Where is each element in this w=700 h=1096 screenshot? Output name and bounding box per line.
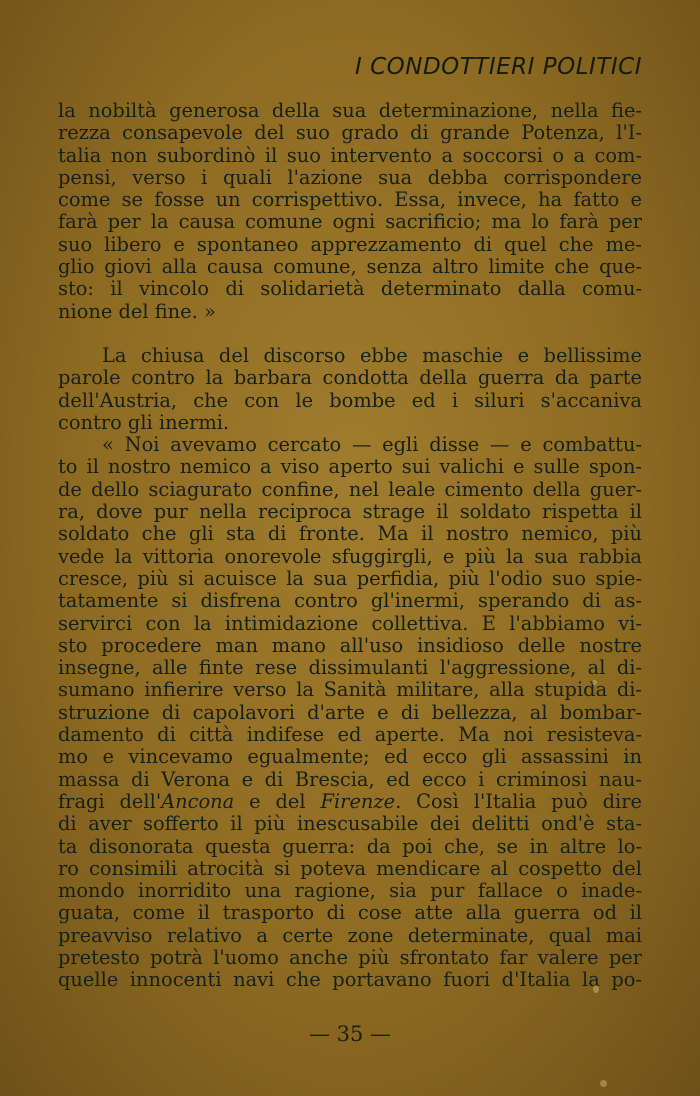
text-line: suo libero e spontaneo apprezzamento di quel che me- [58,232,642,256]
text-line: sumano infierire verso la Sanità militare, alla stupida di- [58,678,642,702]
text-line: de dello sciagurato confine, nel leale cimento della guer- [58,477,642,501]
text-line-ship-names [58,791,642,813]
text-line: mo e vincevamo egualmente; ed ecco gli assassini in [58,745,642,769]
text-line: guata, come il trasporto di cose atte alla guerra od il [58,901,642,925]
line-fragment: fragi dell' [58,789,162,813]
text-line: ta disonorata questa guerra: da poi che, se in altre lo- [58,834,642,858]
text-line: sto: il vincolo di solidarietà determinato dalla comu- [58,277,642,301]
paragraph-continuation [58,100,642,323]
text-line: quelle innocenti navi che portavano fuori d'Italia la po- [58,968,642,992]
text-line: soldato che gli sta di fronte. Ma il nostro nemico, più [58,522,642,546]
text-line: dell'Austria, che con le bombe ed i siluri s'accaniva [58,388,642,412]
text-line: pensi, verso i quali l'azione sua debba corrispondere [58,165,642,189]
text-line: ra, dove pur nella reciproca strage il soldato rispetta il [58,500,642,524]
text-line: parole contro la barbara condotta della guerra da parte [58,366,642,390]
page-number: — 35 — [308,1022,392,1046]
body-text [58,100,642,992]
text-line: glio giovi alla causa comune, senza altro limite che que- [58,255,642,279]
text-line: mondo inorridito una ragione, sia pur fallace o inade- [58,879,642,903]
text-line: La chiusa del discorso ebbe maschie e bellissime [102,343,642,367]
paper-blemish [600,1080,607,1087]
text-line: « Noi avevamo cercato — egli disse — e combattu- [102,433,642,457]
line-fragment: . Così l'Italia può dire [395,789,642,813]
text-line: rezza consapevole del suo grado di grande Potenza, l'I- [58,121,642,145]
text-line: di aver sofferto il più inescusabile dei delitti ond'è sta- [58,812,642,836]
text-line: massa di Verona e di Brescia, ed ecco i criminosi nau- [58,767,642,791]
text-line: tatamente si disfrena contro gl'inermi, sperando di as- [58,589,642,613]
text-line: struzione di capolavori d'arte e di bellezza, al bombar- [58,700,642,724]
text-line: come se fosse un corrispettivo. Essa, invece, ha fatto e [58,188,642,212]
running-header: I CONDOTTIERI POLITICI [354,54,642,80]
text-line: pretesto potrà l'uomo anche più sfrontato far valere per [58,945,642,969]
text-line: la nobiltà generosa della sua determinazione, nella fie- [58,99,642,122]
line-fragment: e del [234,789,321,813]
text-line: damento di città indifese ed aperte. Ma noi resisteva- [58,723,642,747]
text-line: insegne, alle finte rese dissimulanti l'aggressione, al di- [58,656,642,680]
ship-name-firenze: Firenze [320,789,396,813]
text-line: cresce, più si acuisce la sua perfidia, più l'odio suo spie- [58,566,642,590]
text-line: servirci con la intimidazione collettiva. E l'abbiamo vi- [58,611,642,635]
paragraph-gap [58,323,642,345]
text-line: farà per la causa comune ogni sacrificio; ma lo farà per [58,210,642,234]
paragraph-closing-remarks [58,345,642,434]
paragraph-quotation [58,434,642,991]
text-line: to il nostro nemico a viso aperto sui valichi e sulle spon- [58,455,642,479]
text-line: preavviso relativo a certe zone determinate, qual mai [58,923,642,947]
text-line: sto procedere man mano all'uso insidioso delle nostre [58,633,642,657]
ship-name-ancona: Ancona [161,789,235,813]
text-line: ro consimili atrocità si poteva mendicare al cospetto del [58,856,642,880]
text-line: talia non subordinò il suo intervento a soccorsi o a com- [58,143,642,167]
paper-blemish [593,985,599,993]
text-line: vede la vittoria onorevole sfuggirgli, e più la sua rabbia [58,544,642,568]
text-line: nione del fine. » [58,299,216,323]
paper-blemish [592,680,597,685]
text-line: contro gli inermi. [58,410,230,434]
